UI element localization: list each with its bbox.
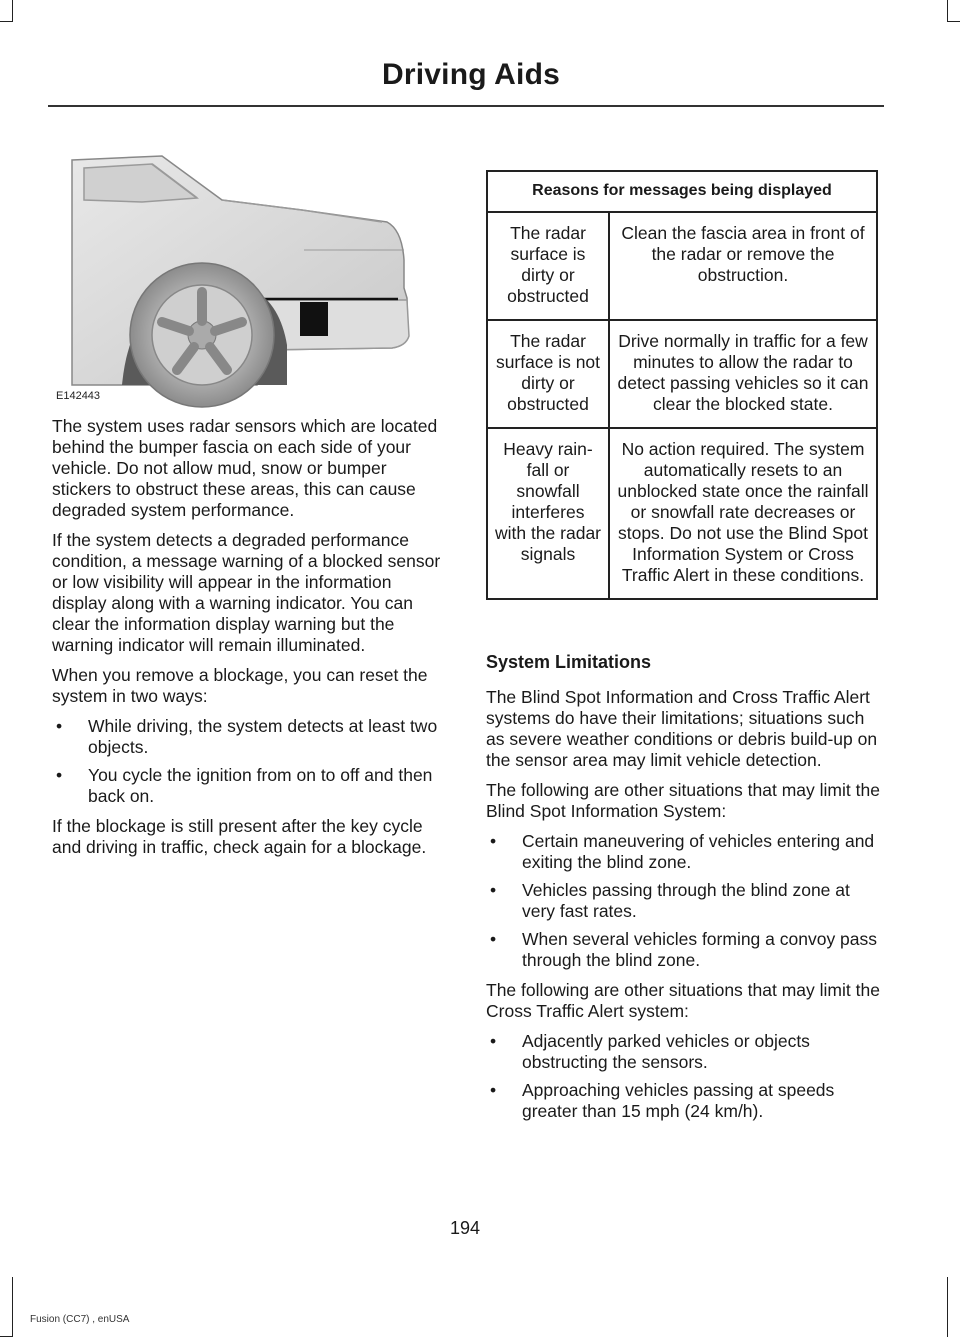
left-column [52, 416, 448, 867]
table-cell-reason: The radar surface is dirty or obstructed [487, 212, 609, 320]
table-row [487, 212, 877, 320]
table-cell-action: No action required. The system automatically resets to an unblocked state once the rainfall or snowfall rate decreases or stops. Do not use the Blind Spot Information System or Cross Traffic Alert in these conditions. [609, 428, 877, 599]
table-row [487, 320, 877, 428]
paragraph: The Blind Spot Information and Cross Traffic Alert systems do have their limitations; situations such as severe weather conditions or debris build-up on the sensor area may limit vehicle detection. [486, 687, 878, 770]
car-rear-bumper-radar-illustration [52, 140, 452, 410]
crop-mark [12, 1277, 13, 1337]
car-rear-figure [52, 140, 452, 410]
right-column [486, 652, 882, 1131]
paragraph: If the system detects a degraded performance condition, a message warning of a blocked sensor or low visibility will appear in the information display along with a warning indicator. You can clear the information display warning but the warning indicator will remain illuminated. [52, 530, 441, 655]
list-item: • Adjacently parked vehicles or objects obstructing the sensors. [486, 1031, 882, 1073]
crop-mark [947, 0, 948, 22]
list-item: • You cycle the ignition from on to off and then back on. [52, 765, 448, 807]
list-item: • Approaching vehicles passing at speeds greater than 15 mph (24 km/h). [486, 1080, 882, 1122]
list-item: • While driving, the system detects at least two objects. [52, 716, 448, 758]
reset-methods-list [52, 716, 448, 807]
header-divider [48, 105, 884, 107]
table-row [487, 428, 877, 599]
paragraph: If the blockage is still present after the key cycle and driving in traffic, check again for a blockage. [52, 816, 427, 857]
crop-mark [948, 21, 960, 22]
paragraph: The following are other situations that may limit the Cross Traffic Alert system: [486, 980, 880, 1021]
crop-mark [947, 1277, 948, 1337]
table-header: Reasons for messages being displayed [487, 171, 877, 212]
list-item: • When several vehicles forming a convoy pass through the blind zone. [486, 929, 882, 971]
table-cell-action: Clean the fascia area in front of the radar or remove the obstruction. [609, 212, 877, 320]
paragraph: The following are other situations that may limit the Blind Spot Information System: [486, 780, 880, 821]
paragraph: When you remove a blockage, you can reset the system in two ways: [52, 665, 428, 706]
figure-id: E142443 [56, 390, 101, 402]
crop-mark [12, 0, 13, 22]
table-cell-reason: The radar surface is not dirty or obstructed [487, 320, 609, 428]
section-heading: System Limitations [486, 652, 652, 672]
table-header-row [487, 171, 877, 212]
table-cell-action: Drive normally in traffic for a few minutes to allow the radar to detect passing vehicles so it can clear the blocked state. [609, 320, 877, 428]
paragraph: The system uses radar sensors which are located behind the bumper fascia on each side of your vehicle. Do not allow mud, snow or bumper stickers to obstruct these areas, this can cause degraded system performance. [52, 416, 438, 520]
table-cell-reason: Heavy rain-fall or snowfall interferes with the radar signals [487, 428, 609, 599]
messages-table [486, 170, 878, 600]
document-id: Fusion (CC7) , enUSA [30, 1314, 130, 1325]
list-item: • Vehicles passing through the blind zone at very fast rates. [486, 880, 882, 922]
page-number: 194 [449, 1218, 481, 1238]
page-title: Driving Aids [382, 58, 560, 91]
crop-mark [0, 21, 12, 22]
list-item: • Certain maneuvering of vehicles entering and exiting the blind zone. [486, 831, 882, 873]
cross-traffic-limitations-list [486, 1031, 882, 1122]
blind-spot-limitations-list [486, 831, 882, 971]
